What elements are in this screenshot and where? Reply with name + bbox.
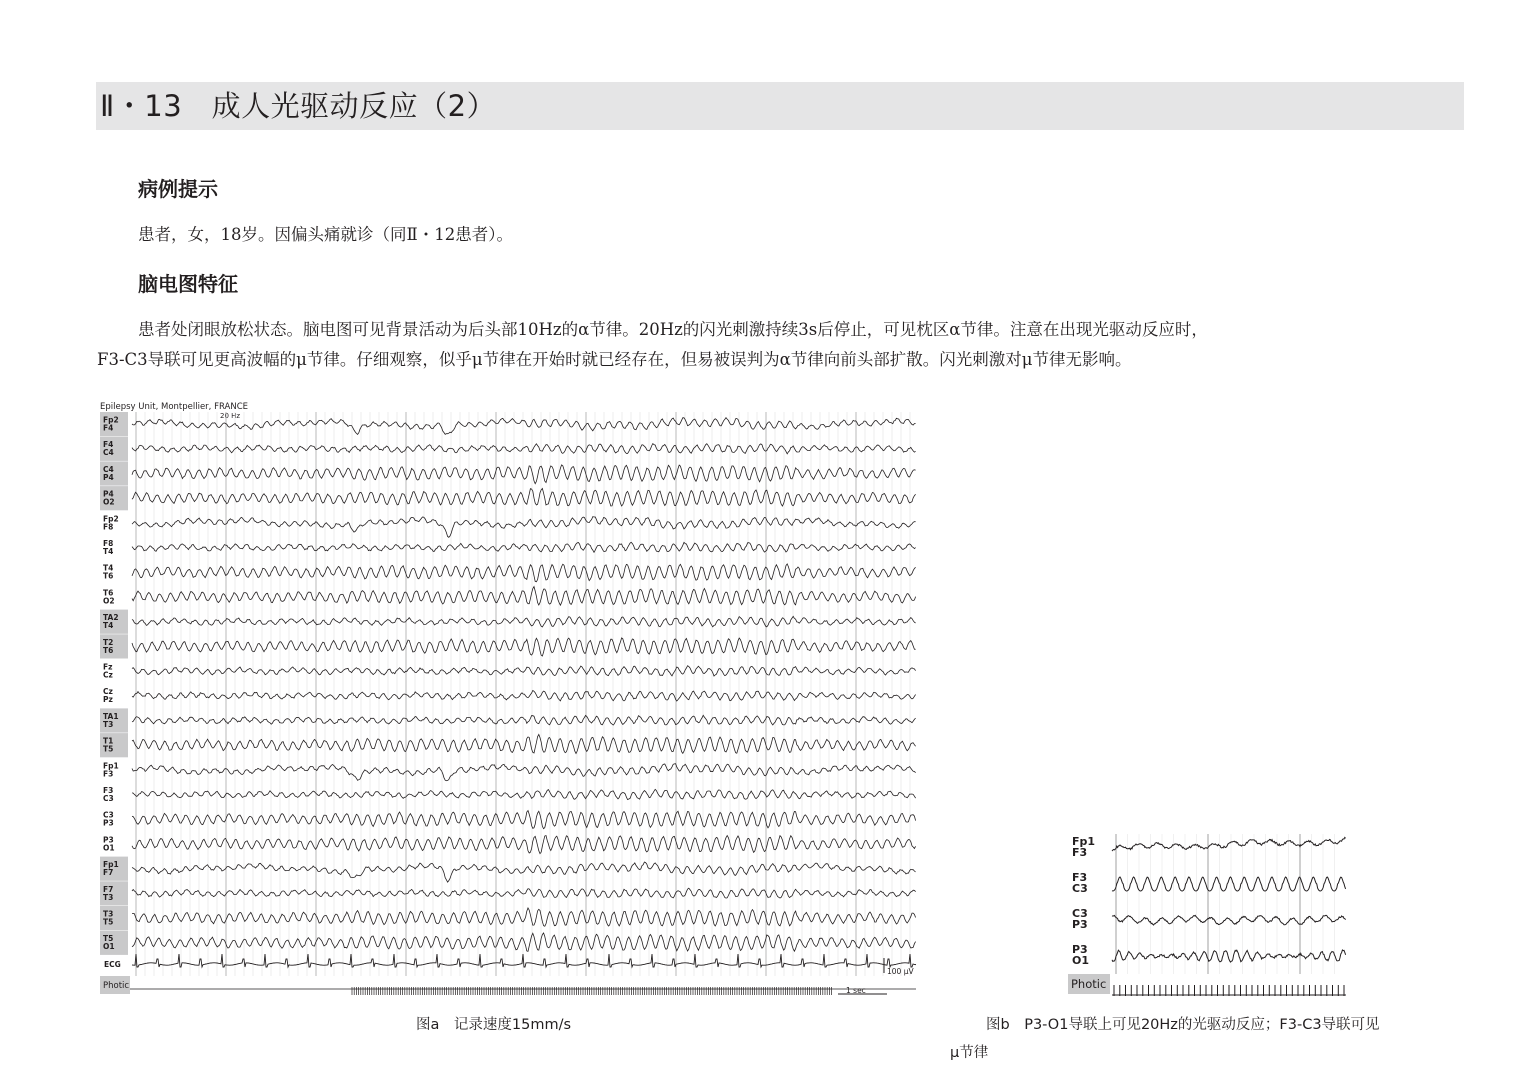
channel-label-bottom: F3 xyxy=(103,769,114,779)
channel-label-top: Fp2 xyxy=(103,514,119,524)
channel-label-bottom: T6 xyxy=(103,571,114,581)
eeg-trace xyxy=(132,564,916,582)
eeg-trace xyxy=(132,862,916,882)
channel-label-top: T4 xyxy=(103,563,114,573)
case-heading: 病例提示 xyxy=(138,177,218,201)
channel-labels xyxy=(1072,835,1095,967)
channel-label-bottom: P3 xyxy=(1072,918,1088,931)
channel-label-bottom: F4 xyxy=(103,423,114,433)
channel-label-top: F7 xyxy=(103,884,114,894)
channel-label-top: F8 xyxy=(103,539,114,548)
stimulus-frequency-label: 20 Hz xyxy=(220,412,241,420)
time-scale xyxy=(838,986,887,995)
channel-label-bottom: F3 xyxy=(1072,846,1088,859)
eeg-trace xyxy=(132,764,916,781)
channel-label-bottom: T5 xyxy=(103,917,114,927)
channel-label-top: TA1 xyxy=(103,711,119,721)
channel-label-bottom: F8 xyxy=(103,522,114,532)
channel-label-top: P3 xyxy=(103,835,114,845)
page-title: Ⅱ・13 成人光驱动反应（2） xyxy=(100,89,497,123)
eeg-trace xyxy=(132,666,916,676)
photic-stimulus-marks xyxy=(1114,985,1344,996)
eeg-traces xyxy=(132,418,916,952)
channel-label-top: T3 xyxy=(103,909,114,919)
channel-label-bottom: T5 xyxy=(103,744,114,754)
channel-label-bottom: Pz xyxy=(103,695,113,705)
channel-label-top: Fp1 xyxy=(103,860,119,870)
channel-label-top: Fp2 xyxy=(103,415,119,425)
channel-labels xyxy=(100,412,128,955)
eeg-trace xyxy=(1112,877,1346,891)
eeg-trace xyxy=(132,444,916,454)
eeg-features-heading: 脑电图特征 xyxy=(138,272,238,296)
channel-label-bottom: C3 xyxy=(1072,882,1088,895)
channel-label-bottom: T6 xyxy=(103,645,114,655)
photic-channel xyxy=(1068,974,1346,996)
eeg-trace xyxy=(132,517,916,538)
channel-label-bottom: O2 xyxy=(103,596,115,606)
channel-label-bottom: P3 xyxy=(103,818,114,828)
channel-label-bottom: C3 xyxy=(103,794,114,803)
ecg-trace xyxy=(132,954,916,967)
channel-label-top: P4 xyxy=(103,489,114,499)
channel-label-bottom: O1 xyxy=(103,843,115,853)
channel-label-top: F3 xyxy=(1072,871,1088,884)
eeg-trace xyxy=(132,715,916,725)
eeg-features-line-2: F3-C3导联可见更高波幅的μ节律。仔细观察，似乎μ节律在开始时就已经存在，但易被误判为α节律向前头部扩散。闪光刺激对μ节律无影响。 xyxy=(97,350,1132,369)
channel-label-bottom: T3 xyxy=(103,719,114,729)
case-text: 患者，女，18岁。因偏头痛就诊（同Ⅱ・12患者）。 xyxy=(138,225,513,244)
eeg-trace xyxy=(132,638,916,656)
figure-b-caption-line-1: 图b P3-O1导联上可见20Hz的光驱动反应；F3-C3导联可见 xyxy=(986,1017,1380,1033)
photic-label: Photic xyxy=(1071,977,1107,991)
channel-label-bottom: T4 xyxy=(103,547,114,556)
eeg-trace xyxy=(132,735,916,754)
photic-channel xyxy=(100,976,916,995)
channel-label-top: T6 xyxy=(103,588,114,598)
figure-b-caption-line-2: μ节律 xyxy=(950,1045,989,1061)
channel-label-top: T5 xyxy=(103,934,114,944)
photic-label: Photic xyxy=(103,981,130,991)
eeg-figure-a xyxy=(96,398,920,1002)
eeg-trace xyxy=(132,691,916,702)
ecg-label: ECG xyxy=(104,960,121,969)
eeg-trace xyxy=(132,888,916,898)
channel-label-top: TA2 xyxy=(103,613,119,623)
eeg-trace xyxy=(132,542,916,552)
eeg-trace xyxy=(132,587,916,606)
channel-label-top: F4 xyxy=(103,440,114,450)
eeg-figure-b xyxy=(1068,828,1352,1000)
eeg-trace xyxy=(132,836,916,854)
eeg-features-line-1: 患者处闭眼放松状态。脑电图可见背景活动为后头部10Hz的α节律。20Hz的闪光刺激持续3s后停止，可见枕区α节律。注意在出现光驱动反应时， xyxy=(138,320,1208,339)
photic-stimulus-marks xyxy=(352,987,832,995)
channel-label-top: P3 xyxy=(1072,943,1088,956)
amplitude-scale-label: 100 μV xyxy=(887,967,914,976)
eeg-trace xyxy=(132,489,916,507)
eeg-trace xyxy=(132,616,916,627)
channel-label-bottom: O1 xyxy=(1072,954,1090,967)
lab-label: Epilepsy Unit, Montpellier, FRANCE xyxy=(100,402,249,412)
channel-label-top: F3 xyxy=(103,786,114,795)
eeg-trace xyxy=(1112,837,1346,851)
eeg-trace xyxy=(132,418,916,435)
channel-label-top: Fp1 xyxy=(1072,835,1096,848)
channel-label-top: T2 xyxy=(103,637,114,647)
channel-label-bottom: F7 xyxy=(103,868,114,878)
channel-label-top: Cz xyxy=(103,687,113,697)
eeg-traces xyxy=(1112,837,1346,962)
eeg-trace xyxy=(132,908,916,926)
channel-label-bottom: C4 xyxy=(103,448,114,458)
figure-a-caption: 图a 记录速度15mm/s xyxy=(416,1017,572,1033)
channel-label-bottom: T4 xyxy=(103,621,114,631)
channel-label-top: C3 xyxy=(103,810,114,820)
eeg-trace xyxy=(132,811,916,829)
channel-label-bottom: P4 xyxy=(103,472,114,482)
channel-label-top: T1 xyxy=(103,736,114,746)
channel-label-bottom: O2 xyxy=(103,497,115,507)
channel-label-top: C3 xyxy=(1072,907,1088,920)
eeg-trace xyxy=(1112,915,1346,925)
channel-label-bottom: Cz xyxy=(103,670,113,680)
eeg-trace xyxy=(132,933,916,951)
channel-label-top: Fp1 xyxy=(103,761,119,771)
time-scale-label: 1 sec xyxy=(846,986,866,995)
channel-label-top: Fz xyxy=(103,662,113,672)
eeg-trace xyxy=(1112,950,1346,962)
eeg-trace xyxy=(132,465,916,484)
channel-label-top: C4 xyxy=(103,464,114,474)
channel-label-bottom: O1 xyxy=(103,942,115,952)
time-grid xyxy=(1116,834,1335,974)
eeg-trace xyxy=(132,789,916,799)
channel-label-bottom: T3 xyxy=(103,892,114,902)
